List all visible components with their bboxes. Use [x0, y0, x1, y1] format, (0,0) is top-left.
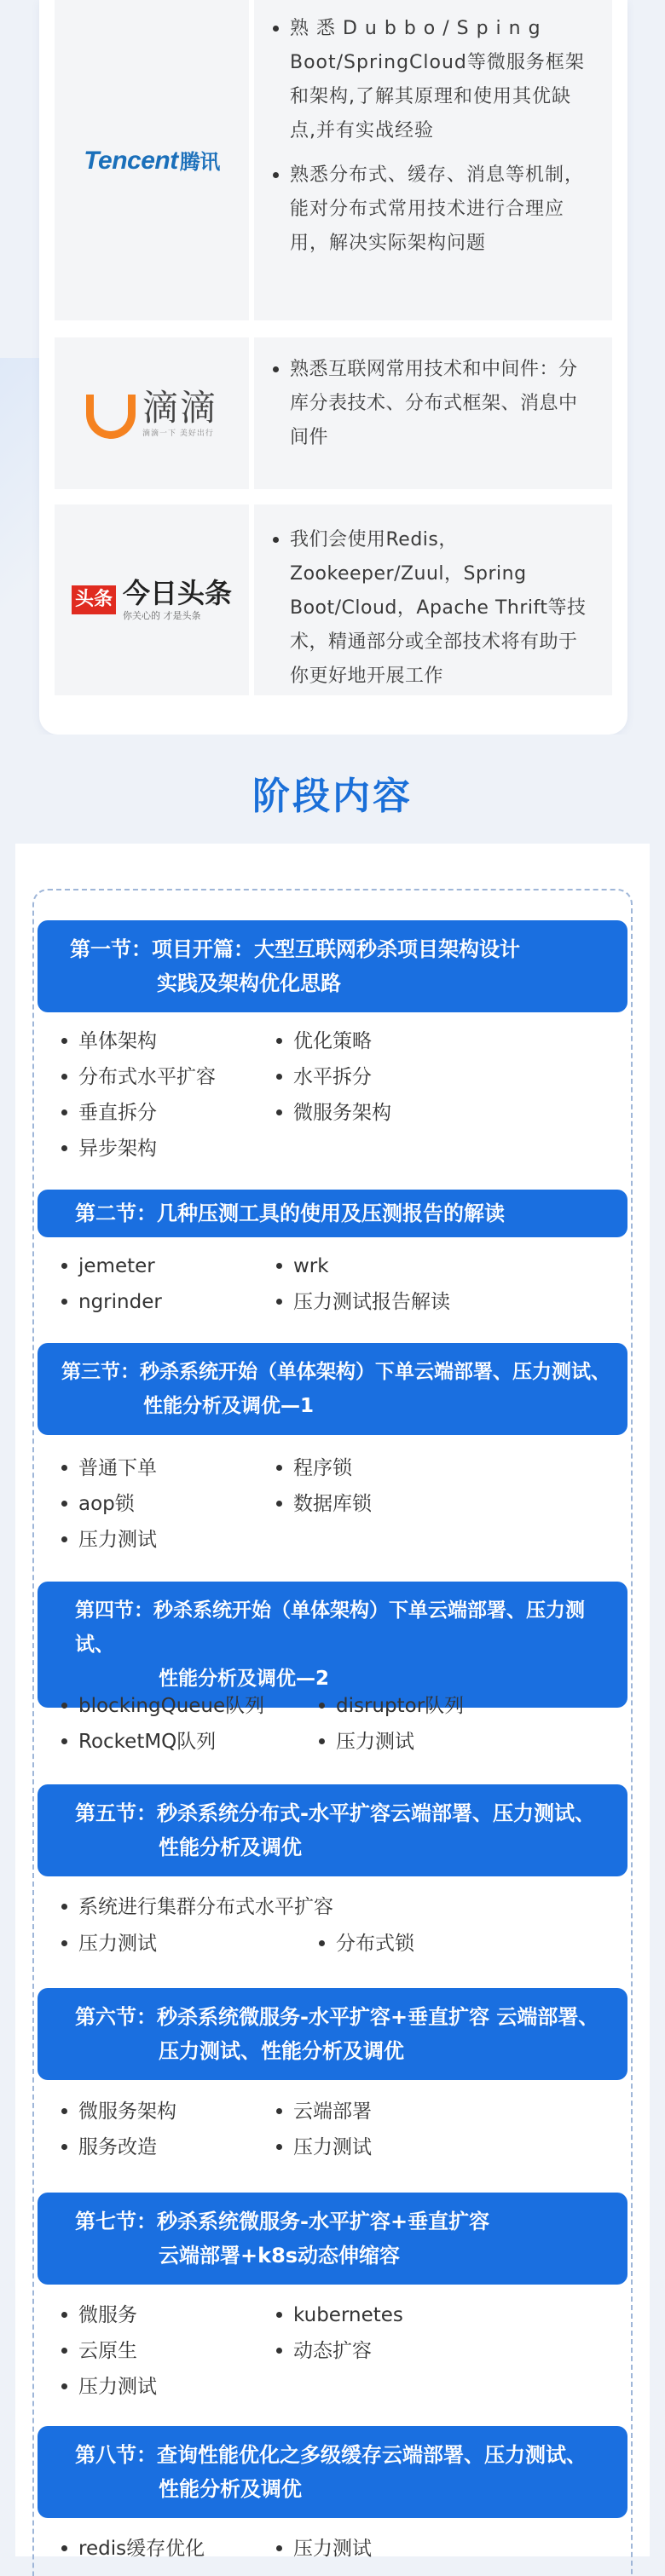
section-8-title-line2: 性能分析及调优	[159, 2477, 302, 2501]
section-3-title-line2: 性能分析及调优—1	[143, 1395, 315, 1417]
section-3-item: 数据库锁	[275, 1491, 372, 1517]
section-2-item: 压力测试报告解读	[275, 1289, 450, 1315]
section-7-item: 压力测试	[60, 2374, 157, 2400]
section-1-title-line2: 实践及架构优化思路	[157, 971, 341, 995]
section-1-item: 单体架构	[60, 1029, 157, 1054]
section-2-item: ngrinder	[60, 1289, 162, 1315]
section-1-item: 水平拆分	[275, 1064, 372, 1090]
section-1-item: 微服务架构	[275, 1100, 391, 1126]
tencent-logo-cn: 腾讯	[179, 151, 220, 174]
section-6-title-line2: 压力测试、性能分析及调优	[159, 2039, 404, 2063]
section-4-title-line2: 性能分析及调优—2	[159, 1668, 330, 1690]
section-3-item: 普通下单	[60, 1455, 157, 1481]
section-7-item: 微服务	[60, 2302, 137, 2328]
toutiao-mark-icon: 头条	[72, 585, 116, 614]
section-7-item: 云原生	[60, 2338, 137, 2364]
section-2-item: wrk	[275, 1253, 329, 1279]
section-5-header	[38, 1784, 627, 1876]
section-2-title-line1: 第二节：几种压测工具的使用及压测报告的解读	[75, 1202, 505, 1225]
section-7-title-line1: 第七节：秒杀系统微服务-水平扩容+垂直扩容	[75, 2210, 490, 2233]
tencent-requirements	[254, 0, 612, 320]
section-2-item: jemeter	[60, 1253, 155, 1279]
requirement-bullet: 熟 悉 D u b b o / S p i n g Boot/SpringCloud等微服务框架和架构,了解其原理和使用其优缺点,并有实战经验	[271, 12, 593, 148]
section-1-item: 异步架构	[60, 1136, 157, 1161]
section-5-item: 系统进行集群分布式水平扩容	[60, 1894, 333, 1920]
section-4-item: disruptor队列	[317, 1693, 464, 1719]
didi-mark-icon	[86, 395, 136, 439]
requirement-bullet: 熟悉互联网常用技术和中间件：分库分表技术、分布式框架、消息中间件	[271, 353, 593, 455]
company-row-tencent	[55, 0, 612, 320]
requirement-bullet: 我们会使用Redis，Zookeeper/Zuul，Spring Boot/Cloud，Apache Thrift等技术，精通部分或全部技术将有助于你更好地开展工作	[271, 523, 593, 694]
toutiao-logo-cell	[55, 504, 249, 695]
section-3-item: 压力测试	[60, 1527, 157, 1553]
company-row-toutiao	[55, 504, 612, 695]
section-6-item: 服务改造	[60, 2135, 157, 2160]
section-4-item: 压力测试	[317, 1729, 414, 1755]
section-6-item: 微服务架构	[60, 2099, 176, 2124]
section-1-header	[38, 920, 627, 1012]
section-3-header	[38, 1343, 627, 1435]
section-6-title-line1: 第六节：秒杀系统微服务-水平扩容+垂直扩容 云端部署、	[75, 2005, 599, 2029]
section-7-header	[38, 2193, 627, 2285]
toutiao-logo-slogan: 你关心的 才是头条	[123, 610, 201, 621]
company-row-didi	[55, 337, 612, 489]
section-6-item: 压力测试	[275, 2135, 372, 2160]
toutiao-requirements	[254, 504, 612, 695]
stage-title: 阶段内容	[252, 775, 413, 818]
section-8-item: redis缓存优化	[60, 2536, 205, 2562]
section-3-title-line1: 第三节：秒杀系统开始（单体架构）下单云端部署、压力测试、	[61, 1361, 610, 1383]
section-1-item: 优化策略	[275, 1029, 372, 1054]
requirement-bullet: 熟悉分布式、缓存、消息等机制，能对分布式常用技术进行合理应用，解决实际架构问题	[271, 158, 593, 261]
section-1-item: 分布式水平扩容	[60, 1064, 216, 1090]
section-6-header	[38, 1988, 627, 2080]
section-8-header	[38, 2426, 627, 2518]
section-5-title-line2: 性能分析及调优	[159, 1835, 302, 1859]
tencent-logo-cell	[55, 0, 249, 320]
section-3-item: 程序锁	[275, 1455, 352, 1481]
didi-logo-name: 滴滴	[142, 386, 217, 429]
section-5-item: 压力测试	[60, 1931, 157, 1956]
company-requirements-card	[39, 0, 627, 735]
section-7-title-line2: 云端部署+k8s动态伸缩容	[159, 2244, 401, 2268]
didi-logo-slogan: 滴滴一下 美好出行	[142, 429, 214, 438]
tencent-logo-text: Tencent	[84, 147, 178, 175]
section-6-item: 云端部署	[275, 2099, 372, 2124]
section-5-item: 分布式锁	[317, 1931, 414, 1956]
section-8-item: 压力测试	[275, 2536, 372, 2562]
section-3-item: aop锁	[60, 1491, 135, 1517]
section-5-title-line1: 第五节：秒杀系统分布式-水平扩容云端部署、压力测试、	[75, 1801, 595, 1825]
section-2-header	[38, 1190, 627, 1237]
didi-logo	[86, 386, 217, 438]
didi-requirements	[254, 337, 612, 489]
section-1-item: 垂直拆分	[60, 1100, 157, 1126]
section-7-item: 动态扩容	[275, 2338, 372, 2364]
didi-logo-cell	[55, 337, 249, 489]
tencent-logo	[84, 145, 219, 176]
section-4-item: blockingQueue队列	[60, 1693, 264, 1719]
section-1-title-line1: 第一节：项目开篇：大型互联网秒杀项目架构设计	[70, 937, 520, 961]
section-8-title-line1: 第八节：查询性能优化之多级缓存云端部署、压力测试、	[75, 2443, 587, 2467]
section-4-header	[38, 1582, 627, 1708]
section-4-title-line1: 第四节：秒杀系统开始（单体架构）下单云端部署、压力测试、	[75, 1599, 585, 1656]
toutiao-logo-name: 今日头条	[123, 577, 233, 609]
section-4-item: RocketMQ队列	[60, 1729, 216, 1755]
toutiao-logo	[72, 578, 232, 622]
section-7-item: kubernetes	[275, 2302, 403, 2328]
